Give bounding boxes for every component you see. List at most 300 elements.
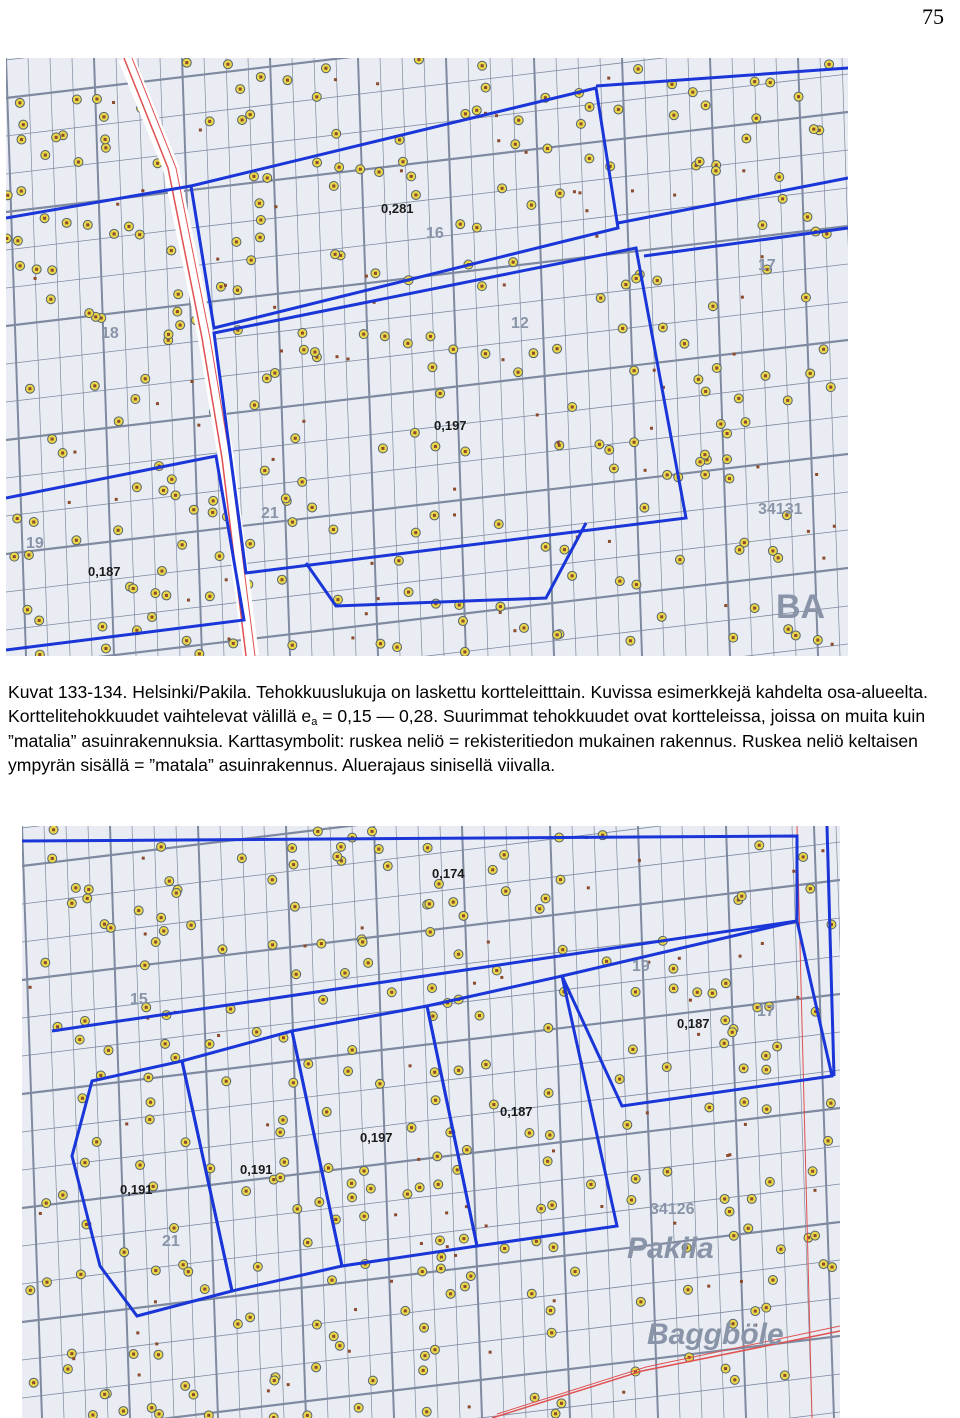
building-symbol	[511, 140, 520, 149]
building-symbol	[268, 940, 277, 949]
building-symbol	[15, 98, 24, 107]
building-symbol	[359, 330, 368, 339]
building-symbol	[145, 1115, 154, 1124]
building-symbol	[750, 604, 759, 613]
building-symbol	[705, 1103, 714, 1112]
building-symbol	[737, 892, 746, 901]
building-symbol	[730, 1375, 739, 1384]
building-symbol	[808, 1167, 817, 1176]
building-symbol	[481, 83, 490, 92]
building-symbol	[72, 1357, 75, 1360]
building-symbol	[6, 191, 12, 200]
building-symbol	[701, 470, 710, 479]
building-symbol	[298, 477, 307, 486]
building-symbol	[83, 220, 92, 229]
street-line	[22, 1222, 840, 1322]
building-symbol	[48, 435, 57, 444]
parcel-line	[594, 826, 614, 1418]
building-symbol	[85, 309, 94, 318]
building-symbol	[6, 234, 11, 243]
building-symbol	[71, 883, 80, 892]
building-symbol	[205, 592, 214, 601]
building-symbol	[304, 944, 307, 947]
building-symbol	[548, 1201, 557, 1210]
building-symbol	[514, 116, 523, 125]
building-symbol	[106, 923, 115, 932]
building-symbol	[541, 542, 550, 551]
building-symbol	[525, 1129, 534, 1138]
building-symbol	[333, 852, 342, 861]
building-symbol	[171, 491, 180, 500]
building-symbol	[52, 133, 61, 142]
right-edge-road	[797, 826, 812, 1418]
building-symbol	[663, 470, 672, 479]
building-symbol	[466, 1272, 475, 1281]
building-symbol	[632, 274, 641, 283]
building-symbol	[653, 276, 662, 285]
building-symbol	[387, 988, 396, 997]
building-symbol	[331, 250, 340, 259]
building-symbol	[739, 955, 742, 958]
building-symbol	[151, 589, 160, 598]
building-symbol	[756, 465, 759, 468]
building-symbol	[354, 1403, 363, 1412]
building-symbol	[334, 78, 337, 81]
building-symbol	[178, 540, 187, 549]
building-symbol	[500, 850, 509, 859]
building-symbol	[734, 394, 743, 403]
building-symbol	[729, 633, 738, 642]
parcel-line	[600, 58, 620, 656]
building-symbol	[277, 575, 286, 584]
map-bottom-canvas	[22, 826, 840, 1418]
building-symbol	[513, 629, 516, 632]
building-symbol	[552, 1149, 555, 1152]
building-symbol	[154, 1350, 163, 1359]
parcel-line	[490, 58, 510, 656]
building-symbol	[708, 302, 717, 311]
building-symbol	[434, 1180, 443, 1189]
building-symbol	[110, 229, 119, 238]
building-symbol	[750, 77, 759, 86]
building-symbol	[414, 58, 423, 64]
building-symbol	[742, 169, 745, 172]
building-symbol	[481, 1060, 490, 1069]
building-symbol	[174, 290, 183, 299]
building-symbol	[536, 413, 539, 416]
parcel-line	[622, 58, 642, 656]
building-symbol	[701, 101, 710, 110]
building-symbol	[167, 475, 176, 484]
building-symbol	[375, 168, 384, 177]
building-symbol	[140, 961, 149, 970]
block-label: 0,187	[500, 1104, 533, 1119]
parcel-line	[176, 826, 196, 1418]
building-symbol	[351, 636, 354, 639]
building-symbol	[407, 1123, 416, 1132]
building-symbol	[141, 189, 144, 192]
building-symbol	[312, 1320, 321, 1329]
building-symbol	[335, 355, 338, 358]
building-symbol	[410, 428, 419, 437]
building-symbol	[460, 647, 469, 656]
building-symbol	[724, 604, 727, 607]
building-symbol	[815, 473, 818, 476]
building-symbol	[190, 380, 193, 383]
building-symbol	[631, 1174, 640, 1183]
parcel-line	[484, 826, 504, 1418]
building-symbol	[744, 1224, 753, 1233]
building-symbol	[218, 945, 227, 954]
building-symbol	[662, 1063, 671, 1072]
building-symbol	[791, 631, 800, 640]
building-symbol	[348, 1350, 351, 1353]
street-line	[22, 1070, 840, 1170]
building-symbol	[758, 221, 767, 230]
building-symbol	[229, 639, 238, 648]
building-symbol	[701, 387, 710, 396]
building-symbol	[374, 845, 383, 854]
plot-number: 19	[632, 958, 650, 975]
building-symbol	[135, 230, 144, 239]
building-symbol	[425, 899, 434, 908]
parcel-line	[792, 826, 812, 1418]
building-symbol	[453, 513, 456, 516]
building-symbol	[371, 269, 380, 278]
building-symbol	[435, 1236, 444, 1245]
building-symbol	[164, 330, 173, 339]
building-symbol	[740, 1098, 749, 1107]
parcel-line	[330, 826, 350, 1418]
caption-subscript: a	[311, 716, 318, 729]
parcel-line	[374, 826, 394, 1418]
plot-number: Baggböle	[647, 1318, 784, 1351]
building-symbol	[657, 612, 666, 621]
building-symbol	[156, 402, 159, 405]
building-symbol	[360, 1166, 369, 1175]
building-symbol	[368, 1376, 377, 1385]
building-symbol	[489, 1351, 492, 1354]
parcel-line	[754, 58, 774, 656]
building-symbol	[461, 447, 470, 456]
building-symbol	[721, 1016, 730, 1025]
building-symbol	[636, 1297, 645, 1306]
building-symbol	[446, 1289, 455, 1298]
building-symbol	[317, 939, 326, 948]
plot-number: BA	[776, 588, 826, 626]
building-symbol	[101, 644, 110, 653]
building-symbol	[98, 622, 107, 631]
building-symbol	[459, 911, 468, 920]
building-symbol	[378, 444, 387, 453]
building-symbol	[329, 182, 338, 191]
building-symbol	[644, 469, 647, 472]
plot-number: 16	[426, 225, 444, 242]
building-symbol	[587, 886, 590, 889]
building-symbol	[303, 1238, 312, 1247]
building-symbol	[347, 358, 350, 361]
building-symbol	[358, 937, 367, 946]
building-symbol	[431, 442, 440, 451]
building-symbol	[707, 1285, 710, 1288]
building-symbol	[496, 602, 505, 611]
building-symbol	[313, 158, 322, 167]
parcel-line	[798, 58, 818, 656]
building-symbol	[418, 1267, 427, 1276]
building-symbol	[255, 199, 264, 208]
building-symbol	[775, 173, 784, 182]
boundary-right-mid	[618, 178, 848, 223]
building-symbol	[485, 1224, 488, 1227]
building-symbol	[289, 860, 298, 869]
building-symbol	[75, 1035, 84, 1044]
building-symbol	[761, 371, 770, 380]
building-symbol	[556, 875, 565, 884]
street-grid	[6, 58, 848, 656]
plot-number: 34126	[650, 1201, 695, 1218]
block-label: 0,187	[88, 564, 121, 579]
block-label: 0,187	[677, 1016, 710, 1031]
building-symbol	[147, 613, 156, 622]
building-symbol	[40, 214, 49, 223]
building-symbol	[658, 323, 667, 332]
building-symbol	[426, 927, 435, 936]
building-symbol	[187, 599, 190, 602]
building-symbol	[607, 77, 610, 80]
building-symbol	[200, 1285, 209, 1294]
building-symbol	[35, 616, 44, 625]
parcel-line	[66, 826, 86, 1418]
building-symbol	[473, 982, 476, 985]
building-symbol	[398, 157, 407, 166]
building-symbol	[262, 374, 271, 383]
block-label: 0,281	[381, 201, 414, 216]
building-symbol	[468, 1405, 471, 1408]
building-symbol	[132, 483, 141, 492]
parcel-line	[28, 58, 48, 656]
building-symbol	[58, 448, 67, 457]
plot-number: 17	[758, 257, 776, 274]
building-symbol	[184, 1267, 193, 1276]
main-road	[126, 58, 251, 656]
building-symbol	[217, 1034, 220, 1037]
building-symbol	[811, 1231, 820, 1240]
building-symbol	[605, 445, 614, 454]
caption-text-1: Kuvat 133-134. Helsinki/Pakila. Tehokkuuslukuja on laskettu kortteleitttain. Kuvissa esimerkkejä kahdelta osa-alueelta. Korttelitehokkuudet vaihtelevat välillä e	[8, 682, 928, 727]
building-symbol	[430, 1345, 439, 1354]
building-symbol	[80, 1016, 89, 1025]
plot-number: 19	[26, 535, 44, 552]
building-symbol	[747, 1194, 756, 1203]
building-symbol	[147, 1403, 156, 1412]
building-symbol	[831, 643, 834, 646]
building-symbol	[136, 1161, 145, 1170]
building-symbol	[35, 650, 44, 656]
parcel-line	[248, 58, 268, 656]
building-symbol	[269, 1413, 278, 1418]
building-symbol	[246, 110, 255, 119]
building-symbol	[356, 165, 365, 174]
building-symbol	[501, 887, 510, 896]
building-symbol	[711, 166, 720, 175]
building-symbol	[535, 904, 544, 913]
building-symbol	[299, 345, 308, 354]
building-symbol	[189, 505, 198, 514]
building-symbol	[272, 458, 275, 461]
building-symbol	[76, 1270, 85, 1279]
building-symbol	[631, 987, 640, 996]
building-symbol	[42, 1278, 51, 1287]
building-symbol	[155, 1410, 164, 1418]
building-symbol	[238, 115, 247, 124]
building-symbol	[246, 539, 255, 548]
building-symbol	[623, 1120, 632, 1129]
building-symbol	[10, 552, 19, 561]
building-symbol	[205, 1040, 214, 1049]
building-symbol	[557, 441, 560, 444]
building-symbol	[454, 1254, 457, 1257]
building-symbol	[268, 875, 277, 884]
parcel-line	[242, 826, 262, 1418]
building-symbol	[755, 841, 764, 850]
building-symbol	[437, 1253, 446, 1262]
building-symbol	[614, 105, 623, 114]
building-symbol	[708, 989, 717, 998]
building-symbol	[403, 1190, 412, 1199]
building-symbol	[500, 976, 503, 979]
building-symbol	[762, 1105, 771, 1114]
building-symbol	[716, 419, 725, 428]
building-symbol	[370, 562, 373, 565]
building-symbol	[116, 203, 119, 206]
building-symbol	[165, 877, 174, 886]
map-top-canvas	[6, 58, 848, 656]
block-label: 0,191	[240, 1162, 273, 1177]
plot-number: 21	[162, 1233, 180, 1250]
building-symbol	[151, 1266, 160, 1275]
building-symbol	[445, 1211, 448, 1214]
building-symbol	[298, 329, 307, 338]
boundary-right-lower	[644, 228, 848, 256]
building-symbol	[783, 396, 792, 405]
building-symbol	[237, 854, 246, 863]
building-symbol	[436, 389, 445, 398]
building-symbol	[729, 1231, 738, 1240]
building-symbol	[58, 1191, 67, 1200]
building-symbol	[63, 1365, 72, 1374]
building-symbol	[278, 1116, 287, 1125]
parcel-line	[776, 58, 796, 656]
building-symbol	[394, 556, 403, 565]
building-symbol	[456, 220, 465, 229]
building-symbol	[543, 1157, 552, 1166]
building-symbol	[673, 194, 676, 197]
building-symbol	[825, 60, 834, 69]
building-symbol	[819, 345, 828, 354]
building-symbol	[302, 420, 305, 423]
building-symbol	[615, 1075, 624, 1084]
building-symbol	[340, 969, 349, 978]
building-symbol	[762, 1065, 771, 1074]
building-symbol	[281, 494, 290, 503]
building-symbol	[828, 1263, 837, 1272]
building-symbol	[176, 321, 185, 330]
building-symbol	[628, 1045, 637, 1054]
building-symbol	[120, 1248, 129, 1257]
building-symbol	[393, 643, 402, 652]
building-symbol	[170, 1223, 179, 1232]
building-symbol	[585, 209, 588, 212]
building-symbol	[313, 827, 322, 836]
building-symbol	[813, 636, 822, 645]
building-symbol	[376, 82, 379, 85]
building-symbol	[541, 894, 550, 903]
building-symbol	[23, 605, 32, 614]
building-symbol	[67, 1349, 76, 1358]
building-symbol	[159, 486, 168, 495]
building-symbol	[224, 284, 227, 287]
building-symbol	[721, 979, 730, 988]
building-symbol	[784, 625, 793, 634]
building-symbol	[354, 1308, 357, 1311]
parcel-line	[424, 58, 444, 656]
building-symbol	[144, 1073, 153, 1082]
building-symbol	[49, 826, 58, 834]
building-symbol	[500, 1244, 509, 1253]
building-symbol	[461, 109, 470, 118]
building-symbol	[41, 958, 50, 967]
building-symbol	[46, 295, 55, 304]
building-symbol	[161, 1039, 170, 1048]
building-symbol	[159, 926, 168, 935]
building-symbol	[101, 143, 110, 152]
building-symbol	[549, 1243, 558, 1252]
building-symbol	[417, 1158, 420, 1161]
building-symbol	[101, 135, 110, 144]
building-symbol	[181, 1381, 190, 1390]
building-symbol	[761, 942, 764, 945]
building-symbol	[157, 913, 166, 922]
building-symbol	[304, 1059, 313, 1068]
building-symbol	[131, 395, 140, 404]
building-symbol	[498, 184, 507, 193]
parcel-line	[644, 58, 664, 656]
plot-number: 17	[757, 1003, 775, 1020]
building-symbol	[250, 401, 259, 410]
building-symbol	[555, 189, 564, 198]
building-symbol	[173, 307, 182, 316]
building-symbol	[129, 1350, 138, 1359]
building-symbol	[17, 187, 26, 196]
building-symbol	[693, 988, 702, 997]
building-symbol	[283, 76, 292, 85]
building-symbol	[586, 1180, 595, 1189]
building-symbol	[138, 1373, 141, 1376]
building-symbol	[695, 157, 704, 166]
plot-number: 21	[261, 505, 279, 522]
building-symbol	[573, 190, 576, 193]
building-symbol	[723, 429, 732, 438]
building-symbol	[576, 119, 585, 128]
building-symbol	[673, 1222, 676, 1225]
building-symbol	[833, 525, 836, 528]
building-symbol	[768, 1276, 777, 1285]
building-symbol	[735, 545, 744, 554]
building-symbol	[315, 1198, 324, 1207]
building-symbol	[189, 1390, 198, 1399]
building-symbol	[720, 1194, 729, 1203]
building-symbol	[394, 1213, 397, 1216]
